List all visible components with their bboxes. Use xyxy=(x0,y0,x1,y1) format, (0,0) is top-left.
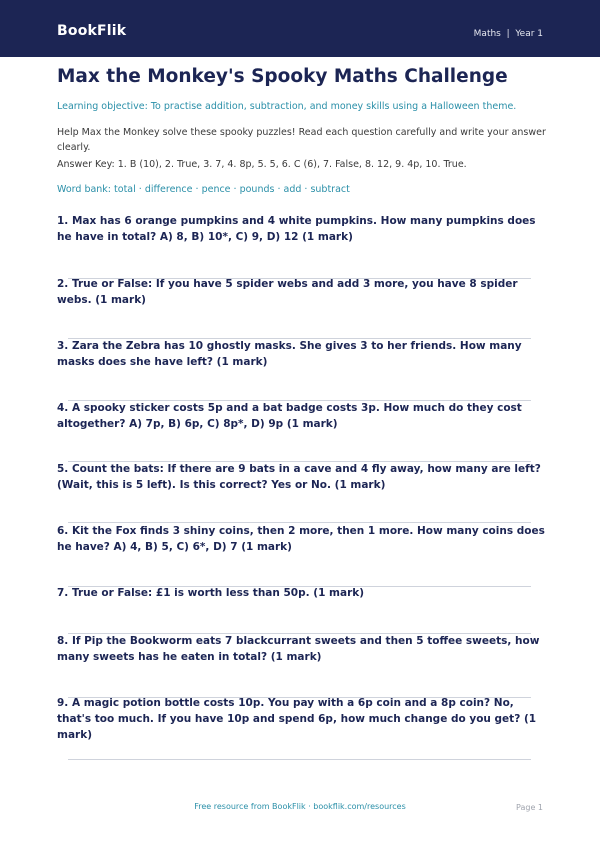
question-7: 7. True or False: £1 is worth less than 50p. (1 mark) xyxy=(57,587,365,599)
answer-line[interactable] xyxy=(68,759,531,760)
page-header xyxy=(0,0,600,57)
page-number: Page 1 xyxy=(516,803,543,812)
answer-key: Answer Key: 1. B (10), 2. True, 3. 7, 4. 8p, 5. 5, 6. C (6), 7. False, 8. 12, 9. 4p, 10. True. xyxy=(57,159,467,170)
question-2: 2. True or False: If you have 5 spider webs and add 3 more, you have 8 spider webs. (1 mark) xyxy=(57,278,518,306)
question-1: 1. Max has 6 orange pumpkins and 4 white pumpkins. How many pumpkins does he have in total? A) 8, B) 10*, C) 9, D) 12 (1 mark) xyxy=(57,215,536,243)
word-bank: Word bank: total · difference · pence · pounds · add · subtract xyxy=(57,184,350,195)
question-8: 8. If Pip the Bookworm eats 7 blackcurrant sweets and then 5 toffee sweets, how many sweets has he eaten in total? (1 mark) xyxy=(57,635,540,663)
page-title: Max the Monkey's Spooky Maths Challenge xyxy=(57,66,508,87)
brand-logo[interactable]: BookFlik xyxy=(57,23,127,39)
intro-text: Help Max the Monkey solve these spooky puzzles! Read each question carefully and write your answer clearly. xyxy=(57,127,546,153)
subject-year-label: Maths | Year 1 xyxy=(473,29,543,39)
question-4: 4. A spooky sticker costs 5p and a bat badge costs 3p. How much do they cost altogether? A) 7p, B) 6p, C) 8p*, D) 9p (1 mark) xyxy=(57,402,522,430)
footer-resource-link[interactable]: Free resource from BookFlik · bookflik.com/resources xyxy=(194,802,406,811)
question-3: 3. Zara the Zebra has 10 ghostly masks. She gives 3 to her friends. How many masks does she have left? (1 mark) xyxy=(57,340,522,368)
question-9: 9. A magic potion bottle costs 10p. You pay with a 6p coin and a 8p coin? No, that's too much. If you have 10p and spend 6p, how much change do you get? (1 mark) xyxy=(57,697,537,741)
question-5: 5. Count the bats: If there are 9 bats in a cave and 4 fly away, how many are left? (Wait, this is 5 left). Is this correct? Yes or No. (1 mark) xyxy=(57,463,541,491)
question-6: 6. Kit the Fox finds 3 shiny coins, then 2 more, then 1 more. How many coins does he have? A) 4, B) 5, C) 6*, D) 7 (1 mark) xyxy=(57,525,545,553)
learning-objective: Learning objective: To practise addition, subtraction, and money skills using a Halloween theme. xyxy=(57,101,517,112)
